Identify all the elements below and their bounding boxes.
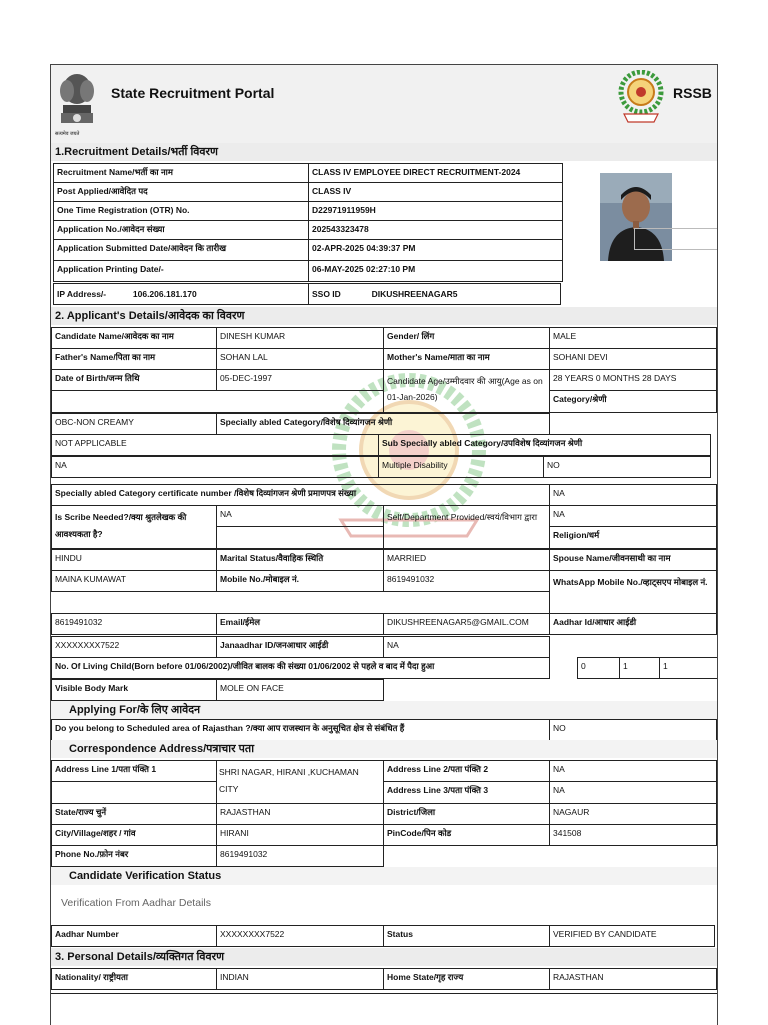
mobile-value: 8619491032 [383,570,550,592]
sso-id-cell [308,283,561,305]
mother-name-value: SOHANI DEVI [549,348,717,370]
father-name-label: Father's Name/पिता का नाम [51,348,217,370]
nationality-value: INDIAN [216,968,384,990]
verification-status-label: Status [383,925,550,947]
address-line2-label: Address Line 2/पता पंक्ति 2 [383,760,550,782]
sso-id-value: DIKUSHREENAGAR5 [371,289,458,299]
address-line3-label: Address Line 3/पता पंक्ति 3 [383,781,550,804]
religion-label: Religion/धर्म [549,526,717,549]
sa-category-value: NOT APPLICABLE [51,434,379,456]
gender-value: MALE [549,327,717,349]
ip-address-cell [53,283,309,305]
candidate-name-value: DINESH KUMAR [216,327,384,349]
phone-label: Phone No./फ़ोन नंबर [51,845,217,867]
age-value: 28 YEARS 0 MONTHS 28 DAYS [549,369,717,391]
aadhar-number-label: Aadhar Number [51,925,217,947]
address-line3-value: NA [549,781,717,804]
org-short-name: RSSB [673,85,712,101]
scribe-value: NA [216,505,384,527]
sa-certificate-value: NA [549,484,717,506]
recruitment-name-value: CLASS IV EMPLOYEE DIRECT RECRUITMENT-2024 [308,163,563,183]
dob-value: 05-DEC-1997 [216,369,384,391]
aadhar-id-label: Aadhar Id/आधार आईडी [549,613,717,635]
religion-value: HINDU [51,549,217,571]
ip-address-value: 106.206.181.170 [132,289,197,299]
nationality-label: Nationality/ राष्ट्रीयता [51,968,217,990]
sa-category-label: Specially abled Category/विशेष दिव्यांगजन श्रेणी [216,413,550,435]
email-value: DIKUSHREENAGAR5@GMAIL.COM [383,613,550,635]
marital-status-label: Marital Status/वैवाहिक स्थिति [216,549,384,571]
gender-label: Gender/ लिंग [383,327,550,349]
section-applying-title: Applying For/के लिए आवेदन [51,701,717,719]
section-verification-title: Candidate Verification Status [51,867,717,885]
city-label: City/Village/शहर / गांव [51,824,217,846]
mobile-label: Mobile No./मोबाइल नं. [216,570,384,592]
living-children-count-3: 1 [659,657,718,679]
body-mark-value: MOLE ON FACE [216,679,384,701]
living-children-count-2: 1 [619,657,660,679]
category-value: OBC-NON CREAMY [51,413,217,435]
dob-label: Date of Birth/जन्म तिथि [51,369,217,391]
whatsapp-label: WhatsApp Mobile No./व्हाट्सएप मोबाइल नं. [549,570,717,614]
rssb-logo-icon [618,70,664,124]
address-line1-value: SHRI NAGAR, HIRANI ,KUCHAMAN CITY [216,760,384,804]
category-label: Category/श्रेणी [549,390,717,413]
body-mark-label: Visible Body Mark [51,679,217,701]
address-line1-label: Address Line 1/पता पंक्ति 1 [51,760,217,782]
whatsapp-value: 8619491032 [51,613,217,635]
aadhar-id-value: XXXXXXXX7522 [51,636,217,658]
recruitment-name-label: Recruitment Name/भर्ती का नाम [53,163,309,183]
self-department-label: Self/Department Provided/स्वयं/विभाग द्वारा [383,505,550,549]
city-value: HIRANI [216,824,384,846]
otr-label: One Time Registration (OTR) No. [53,201,309,221]
submitted-date-label: Application Submitted Date/आवेदन कि तारीख [53,239,309,261]
section-recruitment-title: 1.Recruitment Details/भर्ती विवरण [51,143,717,161]
section-personal-title: 3. Personal Details/व्यक्तिगत विवरण [51,948,717,966]
district-value: NAGAUR [549,803,717,825]
empty-cell [216,526,384,549]
state-emblem-icon [55,69,99,139]
scheduled-area-label: Do you belong to Scheduled area of Rajasthan ?/क्या आप राजस्थान के अनुसूचित क्षेत्र से संबंधित हैं [51,719,550,741]
state-value: RAJASTHAN [216,803,384,825]
verification-status-value: VERIFIED BY CANDIDATE [549,925,715,947]
verification-subtitle: Verification From Aadhar Details [61,897,211,909]
candidate-name-label: Candidate Name/आवेदक का नाम [51,327,217,349]
marital-status-value: MARRIED [383,549,550,571]
sub-sa-category-label: Sub Specially abled Category/उपविशेष दिव्यांगजन श्रेणी [378,434,711,456]
home-state-label: Home State/गृह राज्य [383,968,550,990]
printing-date-label: Application Printing Date/- [53,260,309,282]
scheduled-area-value: NO [549,719,717,741]
aadhar-number-value: XXXXXXXX7522 [216,925,384,947]
sub-sa-category-value: NA [51,456,379,478]
portal-title: State Recruitment Portal [111,85,275,101]
janaadhar-label: Janaadhar ID/जनआधार आईडी [216,636,384,658]
multiple-disability-value: NO [543,456,711,478]
living-children-count-1: 0 [577,657,620,679]
state-label: State/राज्य चुनें [51,803,217,825]
janaadhar-value: NA [383,636,550,658]
address-line2-value: NA [549,760,717,782]
phone-value: 8619491032 [216,845,384,867]
living-children-label: No. Of Living Child(Born before 01/06/2002)/जीवित बालक की संख्या 01/06/2002 से पहले व बाद में पैदा हुआ [51,657,550,679]
sa-certificate-label: Specially abled Category certificate number /विशेष दिव्यांगजन श्रेणी प्रमाणपत्र संख्या [51,484,550,506]
self-department-value: NA [549,505,717,527]
age-label: Candidate Age/उम्मीदवार की आयु(Age as on 01-Jan-2026) [383,369,550,413]
email-label: Email/ईमेल [216,613,384,635]
printing-date-value: 06-MAY-2025 02:27:10 PM [308,260,563,282]
section-correspondence-title: Correspondence Address/पत्राचार पता [51,740,717,758]
section-applicant-title: 2. Applicant's Details/आवेदक का विवरण [51,307,717,325]
district-label: District/जिला [383,803,550,825]
spouse-name-value: MAINA KUMAWAT [51,570,217,592]
father-name-value: SOHAN LAL [216,348,384,370]
sso-id-label: SSO ID [312,289,341,299]
post-applied-label: Post Applied/आवेदित पद [53,182,309,202]
post-applied-value: CLASS IV [308,182,563,202]
application-no-value: 202543323478 [308,220,563,240]
photo-frame-edge [634,228,717,250]
application-form [50,64,718,1025]
empty-cell [51,781,217,804]
submitted-date-value: 02-APR-2025 04:39:37 PM [308,239,563,261]
table-divider [51,993,717,994]
pincode-value: 341508 [549,824,717,846]
empty-cell [51,390,384,413]
pincode-label: PinCode/पिन कोड [383,824,550,846]
application-no-label: Application No./आवेदन संख्या [53,220,309,240]
ip-address-label: IP Address/- [57,289,107,299]
multiple-disability-label: Multiple Disability [378,456,544,478]
portal-header [51,65,717,143]
emblem-motto: सत्यमेव जयते [55,131,80,137]
spouse-name-label: Spouse Name/जीवनसाथी का नाम [549,549,717,571]
mother-name-label: Mother's Name/माता का नाम [383,348,550,370]
home-state-value: RAJASTHAN [549,968,717,990]
scribe-label: Is Scribe Needed?/क्या श्रुतलेखक की आवश्यकता है? [51,505,217,549]
otr-value: D22971911959H [308,201,563,221]
